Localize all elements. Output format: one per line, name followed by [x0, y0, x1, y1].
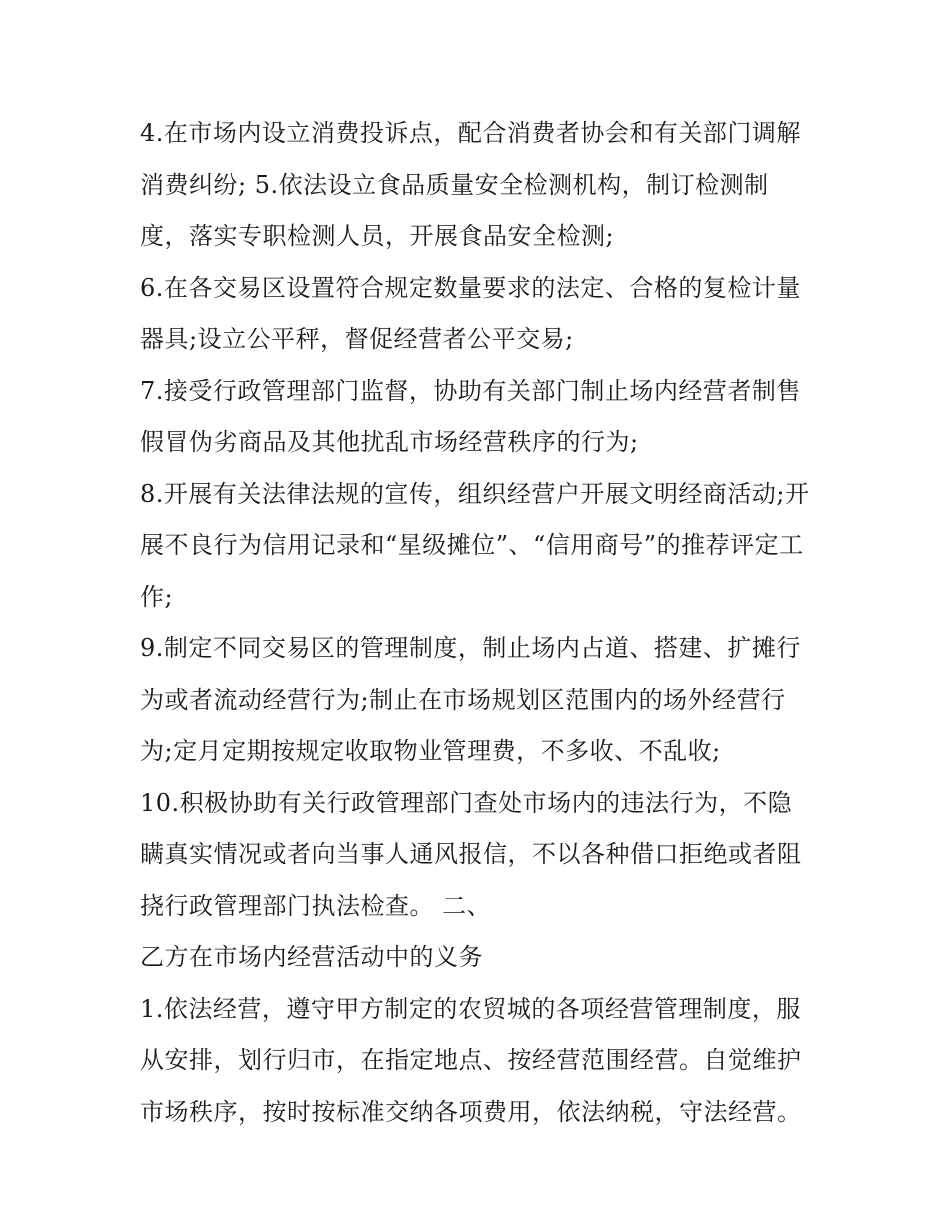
text-line: 瞒真实情况或者向当事人通风报信，不以各种借口拒绝或者阻 — [140, 840, 802, 868]
text-line: 6.在各交易区设置符合规定数量要求的法定、合格的复检计量 — [140, 273, 801, 302]
text-line: 器具;设立公平秤，督促经营者公平交易; — [140, 325, 574, 353]
text-line: 为或者流动经营行为;制止在市场规划区范围内的场外经营行 — [140, 685, 786, 714]
section-heading: 乙方在市场内经营活动中的义务 — [140, 943, 483, 971]
text-line: 1.依法经营，遵守甲方制定的农贸城的各项经营管理制度，服 — [140, 994, 801, 1023]
text-line: 4.在市场内设立消费投诉点，配合消费者协会和有关部门调解 — [140, 119, 801, 147]
text-line: 作; — [140, 582, 174, 611]
text-line: 9.制定不同交易区的管理制度，制止场内占道、搭建、扩摊行 — [140, 634, 801, 662]
text-line: 挠行政管理部门执法检查。 二、 — [140, 891, 492, 920]
text-line: 市场秩序，按时按标准交纳各项费用，依法纳税，守法经营。 — [140, 1097, 802, 1126]
document-body — [140, 108, 820, 1138]
text-line: 消费纠纷; 5.依法设立食品质量安全检测机构，制订检测制 — [140, 170, 769, 199]
text-line: 为;定月定期按规定收取物业管理费，不多收、不乱收; — [140, 737, 721, 765]
text-line: 度，落实专职检测人员，开展食品安全检测; — [140, 222, 615, 250]
text-line: 10.积极协助有关行政管理部门查处市场内的违法行为，不隐 — [140, 788, 793, 817]
text-line: 8.开展有关法律法规的宣传，组织经营户开展文明经商活动;开 — [140, 479, 810, 508]
text-line: 从安排，划行归市，在指定地点、按经营范围经营。自觉维护 — [140, 1046, 802, 1074]
text-line: 假冒伪劣商品及其他扰乱市场经营秩序的行为; — [140, 428, 639, 456]
text-line: 7.接受行政管理部门监督，协助有关部门制止场内经营者制售 — [140, 376, 801, 405]
text-line: 展不良行为信用记录和“星级摊位”、“信用商号”的推荐评定工 — [140, 531, 804, 559]
